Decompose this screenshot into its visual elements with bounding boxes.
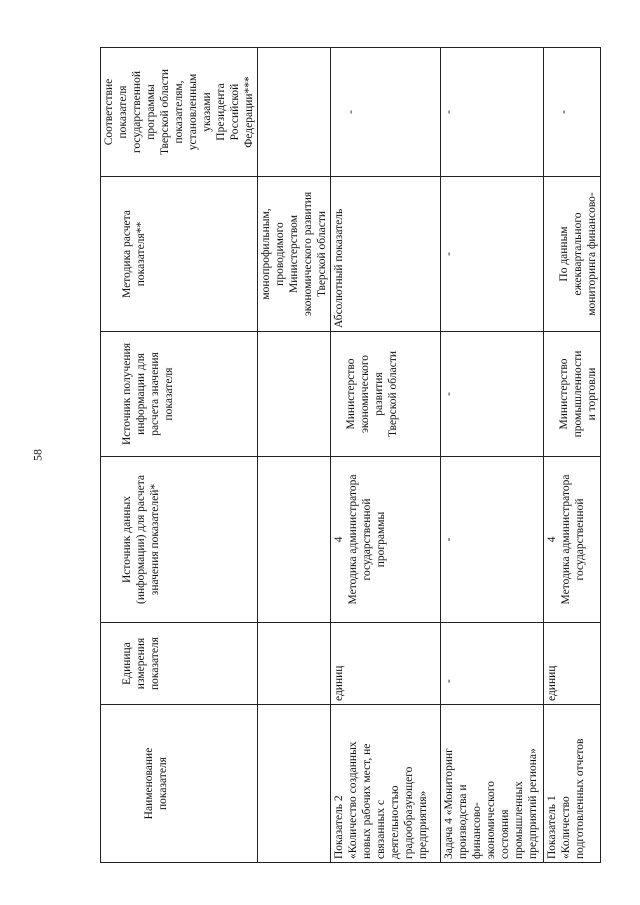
table-row (544, 48, 601, 863)
table-row (258, 48, 331, 863)
table-row (441, 48, 544, 863)
cell-data-source: - (441, 457, 544, 623)
cell-unit: единиц (544, 623, 601, 705)
indicator-table (100, 47, 601, 863)
header-data-source: Источник данных (информации) для расчета значения показателей* (101, 457, 258, 623)
rotated-table-container (100, 48, 599, 863)
cell-data-source (258, 457, 331, 623)
header-row (101, 48, 258, 863)
cell-unit: - (441, 623, 544, 705)
cell-unit (258, 623, 331, 705)
cell-info-source: Министерство экономического развития Тверской области (331, 332, 441, 457)
cell-method: По данным ежеквартального мониторинга финансово- (544, 177, 601, 332)
cell-compliance (258, 48, 331, 177)
header-method: Методика расчета показателя** (101, 177, 258, 332)
cell-compliance: - (544, 48, 601, 177)
header-compliance: Соответствие показателя государственной программы Тверской области показателям, установленным указами Президента Российской Федерации*** (101, 48, 258, 177)
cell-compliance: - (441, 48, 544, 177)
cell-data-source: 4 Методика администратора государственной (544, 457, 601, 623)
cell-method: - (441, 177, 544, 332)
cell-info-source: Министерство промышленности и торговли (544, 332, 601, 457)
cell-info-source: - (441, 332, 544, 457)
cell-name: Показатель 2 «Количество созданных новых рабочих мест, не связанных с деятельностью градообразующего предприятия» (331, 705, 441, 863)
page-number: 58 (30, 449, 45, 461)
cell-name (258, 705, 331, 863)
table-row (331, 48, 441, 863)
cell-method: монопрофильным, проводимого Министерством экономического развития Тверской области (258, 177, 331, 332)
header-unit: Единица измерения показателя (101, 623, 258, 705)
cell-info-source (258, 332, 331, 457)
cell-method: Абсолютный показатель (331, 177, 441, 332)
header-name: Наименование показателя (101, 705, 258, 863)
cell-name: Показатель 1 «Количество подготовленных отчетов (544, 705, 601, 863)
cell-unit: единиц (331, 623, 441, 705)
cell-compliance: - (331, 48, 441, 177)
header-info-source: Источник получения информации для расчета значения показателя (101, 332, 258, 457)
cell-data-source: 4 Методика администратора государственной программы (331, 457, 441, 623)
cell-name: Задача 4 «Мониторинг производства и финансово- экономического состояния промышленных предприятий региона» (441, 705, 544, 863)
